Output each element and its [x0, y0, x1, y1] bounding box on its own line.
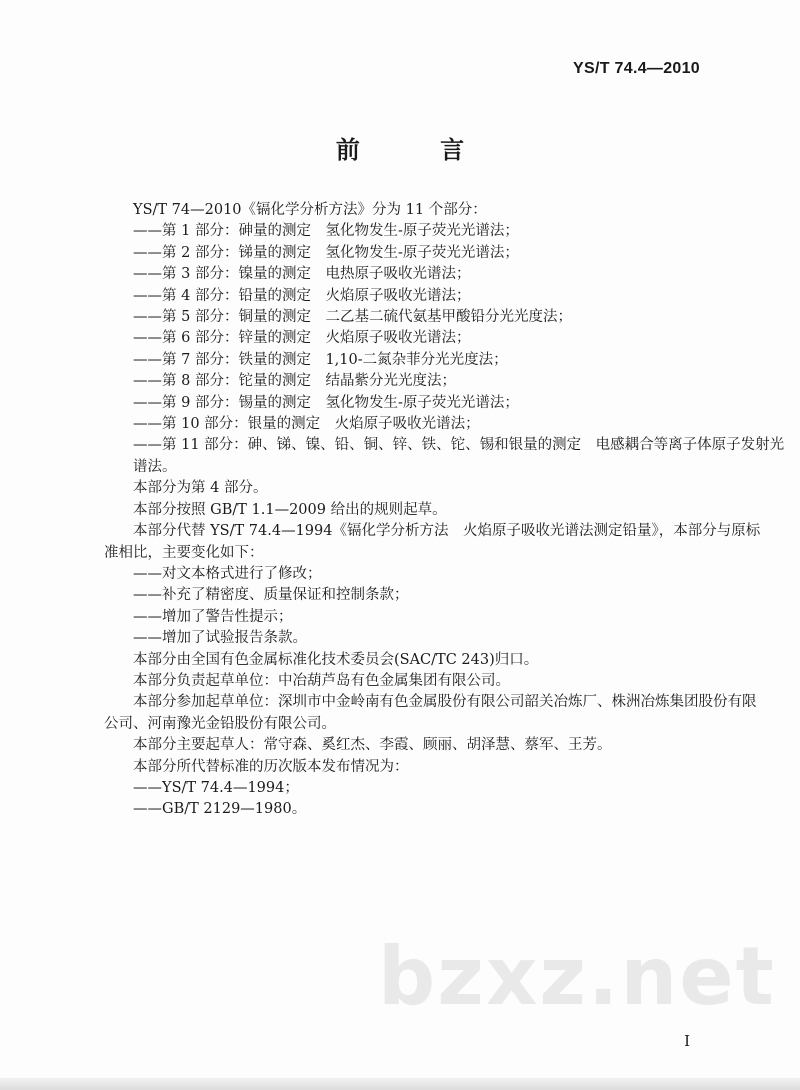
list-item: ——第 4 部分：铅量的测定 火焰原子吸收光谱法；	[133, 287, 471, 304]
drafters-paragraph: 本部分主要起草人：常守森、奚红杰、李霞、顾丽、胡泽慧、蔡军、王芳。	[133, 737, 612, 754]
list-item-part11-line1: ——第 11 部分：砷、锑、镍、铅、铜、锌、铁、铊、锡和银量的测定 电感耦合等离子体原子发射光	[133, 437, 785, 454]
history-intro-paragraph: 本部分所代替标准的历次版本发布情况为：	[133, 758, 409, 775]
page-bottom-edge	[0, 1078, 800, 1090]
list-item-part11-line2: 谱法。	[133, 458, 177, 475]
list-item: ——对文本格式进行了修改；	[133, 565, 322, 582]
list-item: ——第 9 部分：锡量的测定 氢化物发生-原子荧光光谱法；	[133, 394, 519, 411]
list-item: ——增加了警告性提示；	[133, 608, 293, 625]
list-item: ——补充了精密度、质量保证和控制条款；	[133, 587, 409, 604]
this-part-paragraph: 本部分为第 4 部分。	[133, 480, 268, 497]
participating-units-line2: 公司、河南豫光金铅股份有限公司。	[104, 715, 336, 732]
watermark: bzxz.net	[378, 930, 776, 1023]
participating-units-line1: 本部分参加起草单位：深圳市中金岭南有色金属股份有限公司韶关冶炼厂、株洲冶炼集团股份有限	[133, 694, 757, 711]
drafting-rule-paragraph: 本部分按照 GB/T 1.1—2009 给出的规则起草。	[133, 501, 447, 518]
list-item: ——第 10 部分：银量的测定 火焰原子吸收光谱法；	[133, 416, 480, 433]
list-item: ——第 1 部分：砷量的测定 氢化物发生-原子荧光光谱法；	[133, 223, 519, 240]
list-item: ——增加了试验报告条款。	[133, 630, 307, 647]
list-item: ——第 3 部分：镍量的测定 电热原子吸收光谱法；	[133, 266, 471, 283]
page-number: I	[684, 1032, 690, 1050]
replaces-paragraph-line2: 准相比，主要变化如下：	[104, 544, 264, 561]
list-item: ——第 7 部分：铁量的测定 1,10-二氮杂菲分光光度法；	[133, 351, 508, 368]
intro-paragraph: YS/T 74—2010《镉化学分析方法》分为 11 个部分：	[133, 202, 487, 218]
list-item: ——YS/T 74.4—1994；	[133, 779, 299, 796]
responsible-unit-paragraph: 本部分负责起草单位：中冶葫芦岛有色金属集团有限公司。	[133, 672, 510, 689]
list-item: ——第 2 部分：锑量的测定 氢化物发生-原子荧光光谱法；	[133, 244, 519, 261]
standard-code: YS/T 74.4—2010	[573, 60, 700, 77]
committee-paragraph: 本部分由全国有色金属标准化技术委员会(SAC/TC 243)归口。	[133, 651, 539, 668]
list-item: ——第 5 部分：铜量的测定 二乙基二硫代氨基甲酸铅分光光度法；	[133, 309, 572, 326]
list-item: ——GB/T 2129—1980。	[133, 801, 307, 818]
replaces-paragraph-line1: 本部分代替 YS/T 74.4—1994《镉化学分析方法 火焰原子吸收光谱法测定铅量》，本部分与原标	[133, 523, 761, 540]
list-item: ——第 8 部分：铊量的测定 结晶紫分光光度法；	[133, 373, 456, 390]
page-title: 前 言	[335, 136, 501, 164]
foreword-body	[104, 200, 785, 821]
list-item: ——第 6 部分：锌量的测定 火焰原子吸收光谱法；	[133, 330, 471, 347]
